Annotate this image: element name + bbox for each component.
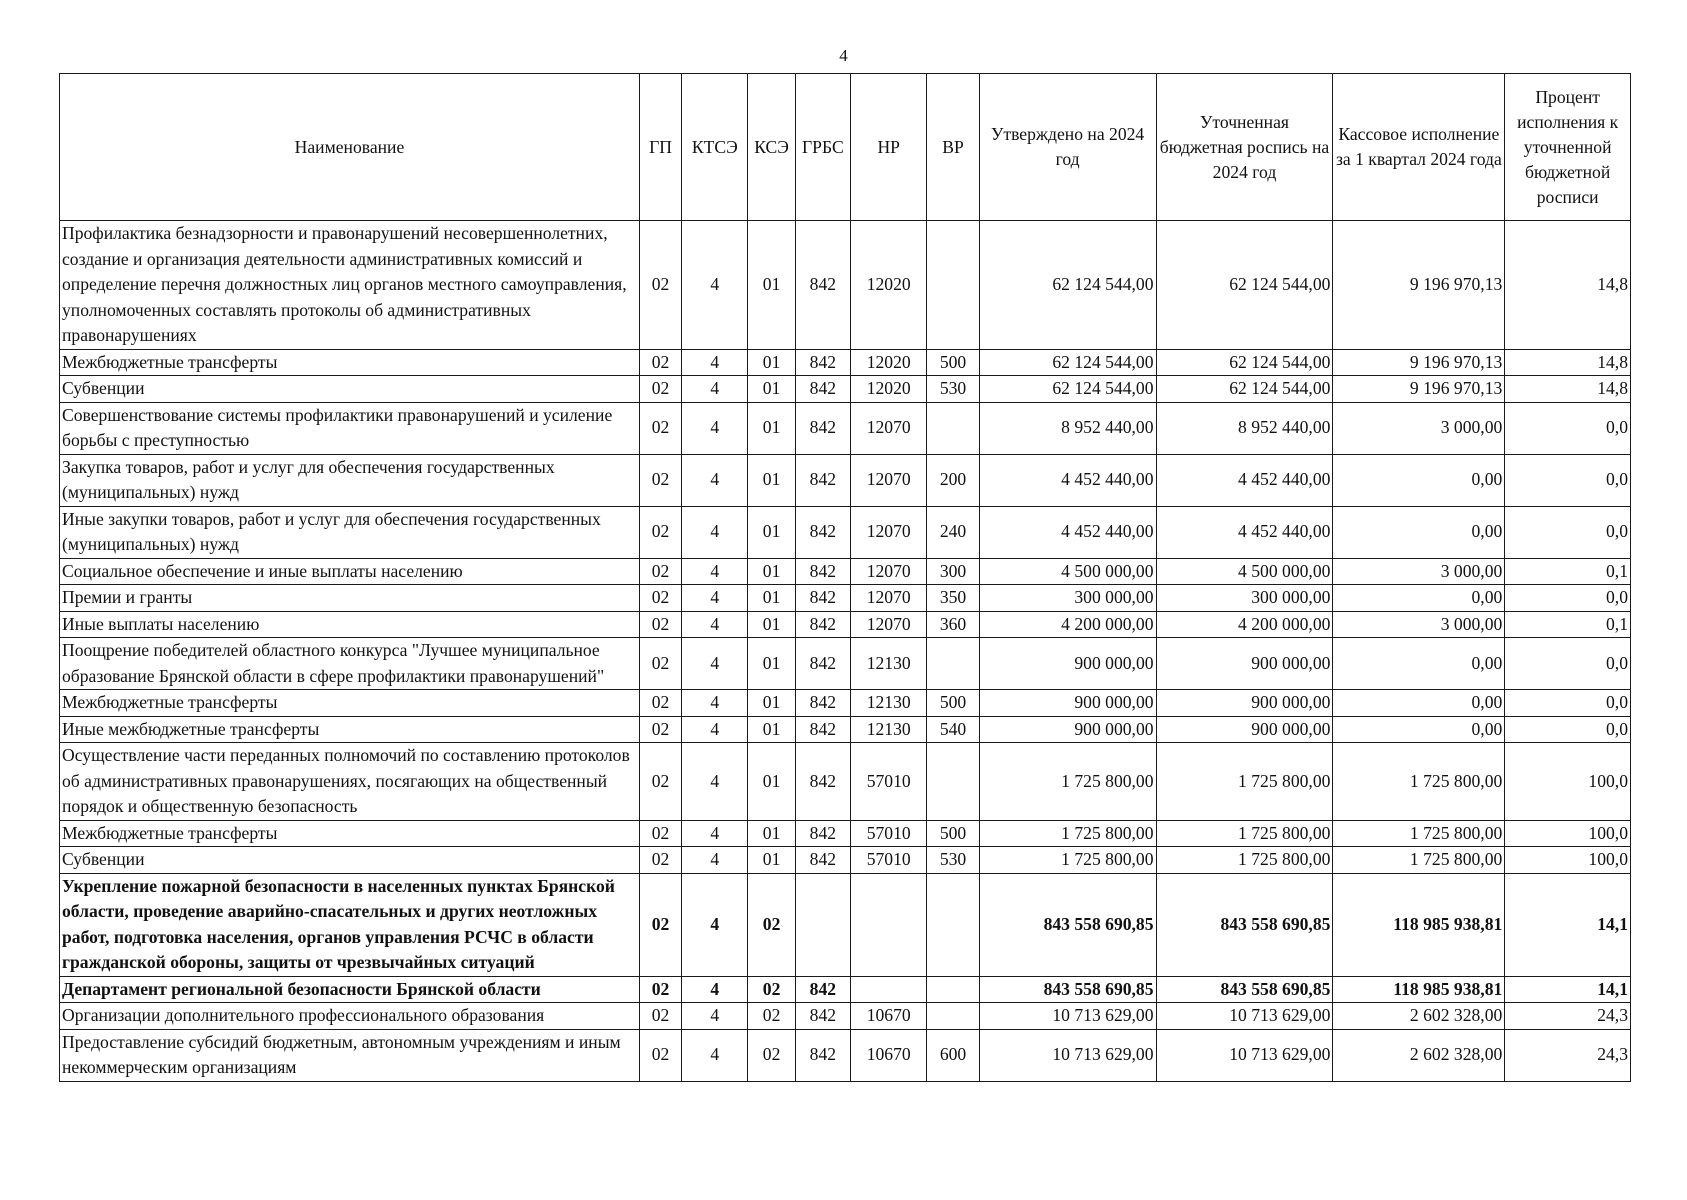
- cell-ktse: 4: [682, 820, 748, 847]
- cell-vr: 300: [927, 558, 979, 585]
- cell-refined: 843 558 690,85: [1156, 873, 1333, 976]
- cell-vr: 600: [927, 1029, 979, 1081]
- cell-approved: 900 000,00: [979, 638, 1156, 690]
- table-row: [60, 221, 1631, 350]
- cell-nr: 12070: [851, 454, 927, 506]
- cell-percent: 0,0: [1505, 402, 1631, 454]
- cell-nr: [851, 976, 927, 1003]
- cell-refined: 62 124 544,00: [1156, 349, 1333, 376]
- cell-cash: 1 725 800,00: [1333, 820, 1505, 847]
- table-row: [60, 454, 1631, 506]
- cell-grbs: 842: [795, 558, 850, 585]
- cell-kse: 01: [748, 638, 795, 690]
- cell-cash: 2 602 328,00: [1333, 1029, 1505, 1081]
- cell-cash: 3 000,00: [1333, 611, 1505, 638]
- cell-vr: 540: [927, 716, 979, 743]
- cell-approved: 4 200 000,00: [979, 611, 1156, 638]
- cell-nr: [851, 873, 927, 976]
- header-cash: Кассовое исполнение за 1 квартал 2024 года: [1333, 74, 1505, 221]
- cell-percent: 24,3: [1505, 1029, 1631, 1081]
- cell-kse: 02: [748, 976, 795, 1003]
- table-body: [60, 221, 1631, 1082]
- cell-kse: 01: [748, 585, 795, 612]
- cell-grbs: 842: [795, 847, 850, 874]
- cell-refined: 4 452 440,00: [1156, 454, 1333, 506]
- cell-kse: 02: [748, 873, 795, 976]
- cell-nr: 12020: [851, 349, 927, 376]
- cell-grbs: 842: [795, 976, 850, 1003]
- cell-percent: 14,8: [1505, 349, 1631, 376]
- cell-cash: 2 602 328,00: [1333, 1003, 1505, 1030]
- cell-ktse: 4: [682, 847, 748, 874]
- cell-grbs: 842: [795, 402, 850, 454]
- cell-vr: [927, 402, 979, 454]
- cell-name: Межбюджетные трансферты: [60, 820, 640, 847]
- cell-refined: 4 200 000,00: [1156, 611, 1333, 638]
- cell-kse: 01: [748, 349, 795, 376]
- cell-refined: 1 725 800,00: [1156, 820, 1333, 847]
- cell-approved: 62 124 544,00: [979, 221, 1156, 350]
- cell-gp: 02: [639, 820, 681, 847]
- cell-cash: 0,00: [1333, 506, 1505, 558]
- cell-name: Предоставление субсидий бюджетным, автономным учреждениям и иным некоммерческим организациям: [60, 1029, 640, 1081]
- cell-gp: 02: [639, 454, 681, 506]
- cell-percent: 0,0: [1505, 506, 1631, 558]
- cell-grbs: 842: [795, 716, 850, 743]
- cell-refined: 62 124 544,00: [1156, 376, 1333, 403]
- cell-kse: 01: [748, 376, 795, 403]
- cell-gp: 02: [639, 873, 681, 976]
- cell-percent: 100,0: [1505, 820, 1631, 847]
- cell-approved: 843 558 690,85: [979, 873, 1156, 976]
- cell-gp: 02: [639, 976, 681, 1003]
- cell-ktse: 4: [682, 454, 748, 506]
- page-number: 4: [839, 46, 848, 65]
- cell-nr: 57010: [851, 847, 927, 874]
- cell-vr: 360: [927, 611, 979, 638]
- cell-name: Межбюджетные трансферты: [60, 690, 640, 717]
- cell-name: Субвенции: [60, 376, 640, 403]
- cell-percent: 0,0: [1505, 690, 1631, 717]
- cell-name: Субвенции: [60, 847, 640, 874]
- cell-nr: 12070: [851, 611, 927, 638]
- cell-approved: 900 000,00: [979, 690, 1156, 717]
- cell-refined: 300 000,00: [1156, 585, 1333, 612]
- cell-grbs: 842: [795, 1003, 850, 1030]
- cell-nr: 12070: [851, 402, 927, 454]
- budget-execution-table: [59, 73, 1631, 1082]
- cell-gp: 02: [639, 221, 681, 350]
- cell-refined: 900 000,00: [1156, 690, 1333, 717]
- cell-kse: 01: [748, 558, 795, 585]
- cell-cash: 0,00: [1333, 716, 1505, 743]
- cell-approved: 62 124 544,00: [979, 349, 1156, 376]
- cell-name: Осуществление части переданных полномочий по составлению протоколов об административных правонарушениях, посягающих на общественный порядок и общественную безопасность: [60, 743, 640, 821]
- cell-grbs: 842: [795, 690, 850, 717]
- table-row: [60, 820, 1631, 847]
- table-row: [60, 976, 1631, 1003]
- cell-ktse: 4: [682, 611, 748, 638]
- cell-name: Иные межбюджетные трансферты: [60, 716, 640, 743]
- cell-grbs: 842: [795, 454, 850, 506]
- cell-approved: 62 124 544,00: [979, 376, 1156, 403]
- cell-percent: 0,1: [1505, 611, 1631, 638]
- cell-percent: 24,3: [1505, 1003, 1631, 1030]
- table-row: [60, 376, 1631, 403]
- cell-vr: [927, 638, 979, 690]
- cell-vr: [927, 976, 979, 1003]
- cell-refined: 8 952 440,00: [1156, 402, 1333, 454]
- cell-refined: 843 558 690,85: [1156, 976, 1333, 1003]
- cell-approved: 4 452 440,00: [979, 454, 1156, 506]
- cell-ktse: 4: [682, 349, 748, 376]
- cell-name: Иные закупки товаров, работ и услуг для обеспечения государственных (муниципальных) нужд: [60, 506, 640, 558]
- cell-name: Укрепление пожарной безопасности в населенных пунктах Брянской области, проведение аварийно-спасательных и других неотложных работ, подготовка населения, органов управления РСЧС в области гражданской обороны, защиты от чрезвычайных ситуаций: [60, 873, 640, 976]
- cell-kse: 01: [748, 690, 795, 717]
- cell-vr: 530: [927, 376, 979, 403]
- cell-gp: 02: [639, 611, 681, 638]
- cell-approved: 8 952 440,00: [979, 402, 1156, 454]
- cell-cash: 9 196 970,13: [1333, 349, 1505, 376]
- table-row: [60, 1003, 1631, 1030]
- cell-grbs: 842: [795, 743, 850, 821]
- table-row: [60, 402, 1631, 454]
- cell-vr: 530: [927, 847, 979, 874]
- cell-percent: 14,1: [1505, 976, 1631, 1003]
- table-row: [60, 349, 1631, 376]
- table-row: [60, 743, 1631, 821]
- cell-vr: 240: [927, 506, 979, 558]
- cell-nr: 12020: [851, 221, 927, 350]
- cell-ktse: 4: [682, 585, 748, 612]
- cell-kse: 01: [748, 716, 795, 743]
- cell-ktse: 4: [682, 743, 748, 821]
- cell-percent: 0,0: [1505, 638, 1631, 690]
- cell-kse: 01: [748, 743, 795, 821]
- header-percent: Процент исполнения к уточненной бюджетной росписи: [1505, 74, 1631, 221]
- cell-percent: 100,0: [1505, 743, 1631, 821]
- cell-approved: 10 713 629,00: [979, 1003, 1156, 1030]
- cell-ktse: 4: [682, 976, 748, 1003]
- cell-gp: 02: [639, 558, 681, 585]
- cell-grbs: 842: [795, 221, 850, 350]
- cell-nr: 12130: [851, 638, 927, 690]
- cell-percent: 14,8: [1505, 376, 1631, 403]
- header-vr: ВР: [927, 74, 979, 221]
- table-row: [60, 558, 1631, 585]
- cell-percent: 0,0: [1505, 454, 1631, 506]
- cell-gp: 02: [639, 690, 681, 717]
- cell-cash: 118 985 938,81: [1333, 976, 1505, 1003]
- cell-gp: 02: [639, 585, 681, 612]
- cell-gp: 02: [639, 716, 681, 743]
- cell-percent: 14,1: [1505, 873, 1631, 976]
- cell-ktse: 4: [682, 506, 748, 558]
- cell-kse: 01: [748, 611, 795, 638]
- cell-kse: 01: [748, 847, 795, 874]
- cell-ktse: 4: [682, 1003, 748, 1030]
- cell-ktse: 4: [682, 690, 748, 717]
- cell-grbs: 842: [795, 376, 850, 403]
- cell-nr: 12070: [851, 558, 927, 585]
- cell-cash: 1 725 800,00: [1333, 743, 1505, 821]
- cell-gp: 02: [639, 743, 681, 821]
- cell-cash: 3 000,00: [1333, 558, 1505, 585]
- cell-approved: 1 725 800,00: [979, 743, 1156, 821]
- cell-name: Социальное обеспечение и иные выплаты населению: [60, 558, 640, 585]
- table-row: [60, 1029, 1631, 1081]
- cell-ktse: 4: [682, 638, 748, 690]
- cell-gp: 02: [639, 376, 681, 403]
- cell-name: Иные выплаты населению: [60, 611, 640, 638]
- header-grbs: ГРБС: [795, 74, 850, 221]
- cell-vr: [927, 1003, 979, 1030]
- table-row: [60, 638, 1631, 690]
- cell-kse: 02: [748, 1029, 795, 1081]
- cell-refined: 10 713 629,00: [1156, 1003, 1333, 1030]
- cell-nr: 57010: [851, 743, 927, 821]
- cell-refined: 900 000,00: [1156, 638, 1333, 690]
- cell-name: Поощрение победителей областного конкурса "Лучшее муниципальное образование Брянской области в сфере профилактики правонарушений": [60, 638, 640, 690]
- cell-approved: 843 558 690,85: [979, 976, 1156, 1003]
- cell-kse: 01: [748, 820, 795, 847]
- table-row: [60, 873, 1631, 976]
- cell-nr: 57010: [851, 820, 927, 847]
- cell-approved: 1 725 800,00: [979, 847, 1156, 874]
- cell-ktse: 4: [682, 873, 748, 976]
- cell-refined: 4 500 000,00: [1156, 558, 1333, 585]
- header-ktse: КТСЭ: [682, 74, 748, 221]
- cell-vr: 200: [927, 454, 979, 506]
- header-approved: Утверждено на 2024 год: [979, 74, 1156, 221]
- cell-percent: 0,1: [1505, 558, 1631, 585]
- cell-vr: 500: [927, 690, 979, 717]
- cell-grbs: 842: [795, 820, 850, 847]
- cell-vr: 500: [927, 349, 979, 376]
- cell-ktse: 4: [682, 376, 748, 403]
- cell-percent: 14,8: [1505, 221, 1631, 350]
- cell-vr: [927, 873, 979, 976]
- table-row: [60, 506, 1631, 558]
- cell-refined: 62 124 544,00: [1156, 221, 1333, 350]
- cell-kse: 02: [748, 1003, 795, 1030]
- table-row: [60, 716, 1631, 743]
- cell-percent: 0,0: [1505, 716, 1631, 743]
- cell-vr: [927, 221, 979, 350]
- cell-name: Совершенствование системы профилактики правонарушений и усиление борьбы с преступностью: [60, 402, 640, 454]
- table-row: [60, 585, 1631, 612]
- cell-gp: 02: [639, 1003, 681, 1030]
- header-nr: НР: [851, 74, 927, 221]
- table-row: [60, 690, 1631, 717]
- cell-gp: 02: [639, 1029, 681, 1081]
- cell-kse: 01: [748, 221, 795, 350]
- cell-nr: 10670: [851, 1003, 927, 1030]
- cell-nr: 10670: [851, 1029, 927, 1081]
- cell-cash: 0,00: [1333, 454, 1505, 506]
- cell-vr: [927, 743, 979, 821]
- table-header-row: [60, 74, 1631, 221]
- cell-nr: 12020: [851, 376, 927, 403]
- cell-kse: 01: [748, 402, 795, 454]
- cell-grbs: [795, 873, 850, 976]
- cell-vr: 350: [927, 585, 979, 612]
- cell-gp: 02: [639, 847, 681, 874]
- cell-nr: 12070: [851, 585, 927, 612]
- cell-nr: 12070: [851, 506, 927, 558]
- header-kse: КСЭ: [748, 74, 795, 221]
- table-row: [60, 611, 1631, 638]
- cell-grbs: 842: [795, 349, 850, 376]
- cell-percent: 100,0: [1505, 847, 1631, 874]
- cell-approved: 10 713 629,00: [979, 1029, 1156, 1081]
- cell-refined: 1 725 800,00: [1156, 743, 1333, 821]
- cell-refined: 4 452 440,00: [1156, 506, 1333, 558]
- cell-ktse: 4: [682, 402, 748, 454]
- cell-approved: 900 000,00: [979, 716, 1156, 743]
- cell-approved: 300 000,00: [979, 585, 1156, 612]
- cell-name: Организации дополнительного профессионального образования: [60, 1003, 640, 1030]
- cell-ktse: 4: [682, 221, 748, 350]
- cell-ktse: 4: [682, 558, 748, 585]
- table-row: [60, 847, 1631, 874]
- cell-name: Закупка товаров, работ и услуг для обеспечения государственных (муниципальных) нужд: [60, 454, 640, 506]
- cell-vr: 500: [927, 820, 979, 847]
- cell-cash: 0,00: [1333, 690, 1505, 717]
- cell-approved: 4 500 000,00: [979, 558, 1156, 585]
- cell-approved: 4 452 440,00: [979, 506, 1156, 558]
- cell-ktse: 4: [682, 716, 748, 743]
- cell-refined: 900 000,00: [1156, 716, 1333, 743]
- cell-grbs: 842: [795, 506, 850, 558]
- header-gp: ГП: [639, 74, 681, 221]
- cell-name: Департамент региональной безопасности Брянской области: [60, 976, 640, 1003]
- cell-gp: 02: [639, 506, 681, 558]
- cell-refined: 1 725 800,00: [1156, 847, 1333, 874]
- cell-kse: 01: [748, 506, 795, 558]
- cell-grbs: 842: [795, 611, 850, 638]
- cell-refined: 10 713 629,00: [1156, 1029, 1333, 1081]
- cell-cash: 3 000,00: [1333, 402, 1505, 454]
- cell-percent: 0,0: [1505, 585, 1631, 612]
- header-refined: Уточненная бюджетная роспись на 2024 год: [1156, 74, 1333, 221]
- cell-approved: 1 725 800,00: [979, 820, 1156, 847]
- cell-name: Межбюджетные трансферты: [60, 349, 640, 376]
- cell-gp: 02: [639, 349, 681, 376]
- cell-grbs: 842: [795, 1029, 850, 1081]
- cell-grbs: 842: [795, 638, 850, 690]
- cell-cash: 0,00: [1333, 638, 1505, 690]
- cell-cash: 1 725 800,00: [1333, 847, 1505, 874]
- cell-cash: 118 985 938,81: [1333, 873, 1505, 976]
- cell-cash: 9 196 970,13: [1333, 221, 1505, 350]
- cell-kse: 01: [748, 454, 795, 506]
- cell-nr: 12130: [851, 690, 927, 717]
- cell-cash: 9 196 970,13: [1333, 376, 1505, 403]
- header-name: Наименование: [60, 74, 640, 221]
- cell-grbs: 842: [795, 585, 850, 612]
- cell-name: Премии и гранты: [60, 585, 640, 612]
- cell-ktse: 4: [682, 1029, 748, 1081]
- cell-gp: 02: [639, 638, 681, 690]
- cell-gp: 02: [639, 402, 681, 454]
- cell-nr: 12130: [851, 716, 927, 743]
- cell-name: Профилактика безнадзорности и правонарушений несовершеннолетних, создание и организация деятельности административных комиссий и определение перечня должностных лиц органов местного самоуправления, уполномоченных составлять протоколы об административных правонарушениях: [60, 221, 640, 350]
- cell-cash: 0,00: [1333, 585, 1505, 612]
